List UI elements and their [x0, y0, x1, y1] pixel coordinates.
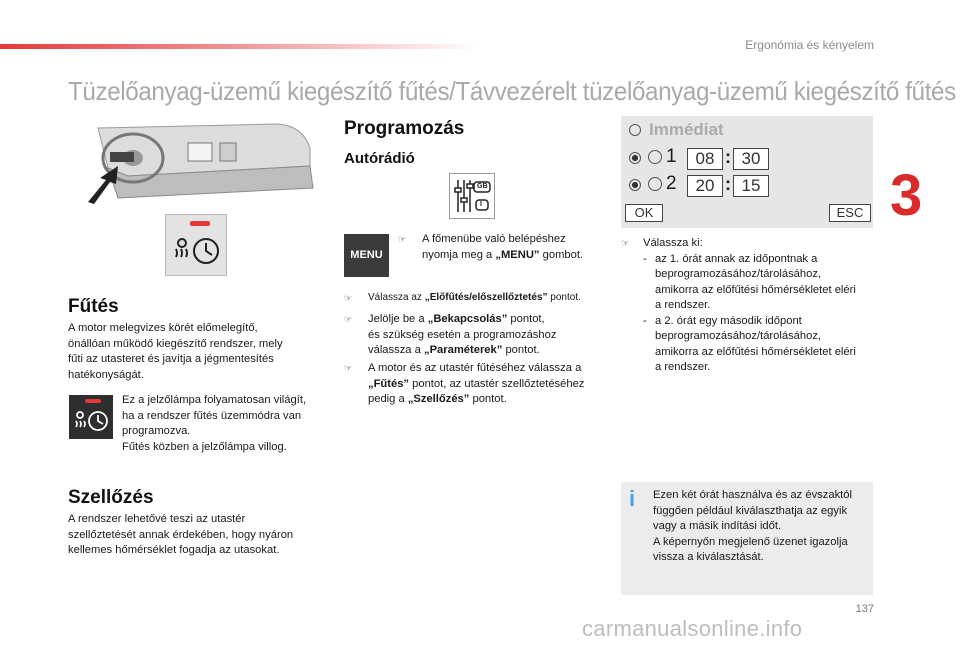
immediate-label: Immédiat [649, 120, 724, 139]
programming-heading: Programozás [344, 118, 465, 139]
timer1-minute[interactable]: 30 [733, 148, 769, 170]
heating-lamp-icon [69, 395, 113, 439]
timer2-hour[interactable]: 20 [687, 175, 723, 197]
clock-icon [648, 150, 662, 164]
dashboard-illustration [88, 118, 324, 204]
chapter-number: 3 [890, 163, 923, 228]
page-number: 137 [855, 603, 874, 615]
page-title: Tüzelőanyag-üzemű kiegészítő fűtés/Távvezérelt tüzelőanyag-üzemű kiegészítő fűtés [68, 76, 956, 106]
timer2-minute[interactable]: 15 [733, 175, 769, 197]
timer2-number: 2 [666, 173, 677, 194]
heating-heading: Fűtés [68, 296, 119, 317]
heating-body: A motor melegvizes körét előmelegítő, önállóan működő kiegészítő rendszer, mely fűti az utasteret és javítja a jégmentesítés hatékonyságát. [68, 322, 283, 381]
select-times-item-2: - a 2. órát egy második időpont beprogramozásához/tárolásához, amikorra az előfűtési hőmérsékletet eléri a rendszer. [643, 314, 856, 373]
step-mode: ☞ A motor és az utastér fűtéséhez válassza a „Fűtés” pontot, az utastér szellőztetéséhez pedig a „Szellőzés” pontot. [344, 362, 585, 405]
section-title: Ergonómia és kényelem [745, 38, 874, 52]
menu-button[interactable]: MENU [344, 234, 389, 277]
radio-button-icon[interactable] [629, 124, 641, 136]
info-panel [621, 482, 873, 595]
radio-i-label: I [480, 201, 482, 208]
watermark: carmanualsonline.info [582, 616, 803, 641]
radio-settings-icon [449, 173, 495, 219]
bullet-icon: ☞ [398, 234, 407, 244]
step-preheat: ☞ Válassza az „Előfűtés/előszellőztetés” pontot. [344, 292, 581, 303]
header-accent-bar [0, 44, 480, 49]
bullet-icon: ☞ [344, 293, 353, 303]
radio-selected-icon[interactable] [629, 179, 641, 191]
step-activate: ☞ Jelölje be a „Bekapcsolás” pontot, és szükség esetén a programozáshoz válassza a „Paraméterek” pontot. [344, 313, 557, 356]
select-times-item-1: - az 1. órát annak az időpontnak a beprogramozásához/tárolásához, amikorra az előfűtési hőmérsékletet eléri a rendszer. [643, 252, 856, 311]
radio-gb-label: GB [477, 183, 488, 190]
bullet-icon: ☞ [344, 314, 353, 324]
timer-screen [621, 116, 873, 228]
timer1-hour[interactable]: 08 [687, 148, 723, 170]
heating-lamp-note: Ez a jelzőlámpa folyamatosan világít, ha a rendszer fűtés üzemmódra van programozva. Fűtés közben a jelzőlámpa villog. [122, 394, 307, 453]
select-times: ☞ Válassza ki: - az 1. órát annak az időpontnak a beprogramozásához/tárolásához, amikorra az előfűtési hőmérsékletet eléri a rendszer. - a 2. órát egy második időpont beprogramozásához/tárolásához, amikorra az előfűtési hőmérsékletet eléri a rendszer. [621, 236, 883, 376]
clock-icon [648, 177, 662, 191]
time-separator: : [725, 147, 731, 167]
info-text: Ezen két órát használva és az évszaktól függően például kiválaszthatja az egyik vagy a másik indítási időt. A képernyőn megjelenő üzenet igazolja vissza a kiválasztását. [653, 489, 852, 563]
info-icon: i [629, 486, 636, 511]
radio-subheading: Autórádió [344, 150, 415, 167]
step-menu: ☞ A főmenübe való belépéshez nyomja meg a „MENU” gombot. [398, 233, 584, 261]
radio-selected-icon[interactable] [629, 152, 641, 164]
bullet-icon: ☞ [621, 238, 630, 248]
ventilation-body: A rendszer lehetővé teszi az utastér szellőztetését annak érdekében, hogy nyáron kellemes hőmérséklet fogadja az utasokat. [68, 513, 294, 556]
timer1-number: 1 [666, 146, 677, 167]
heater-button-illustration [165, 214, 227, 276]
ventilation-heading: Szellőzés [68, 487, 154, 508]
ok-button[interactable]: OK [625, 204, 663, 222]
esc-button[interactable]: ESC [829, 204, 871, 222]
time-separator: : [725, 174, 731, 194]
bullet-icon: ☞ [344, 363, 353, 373]
